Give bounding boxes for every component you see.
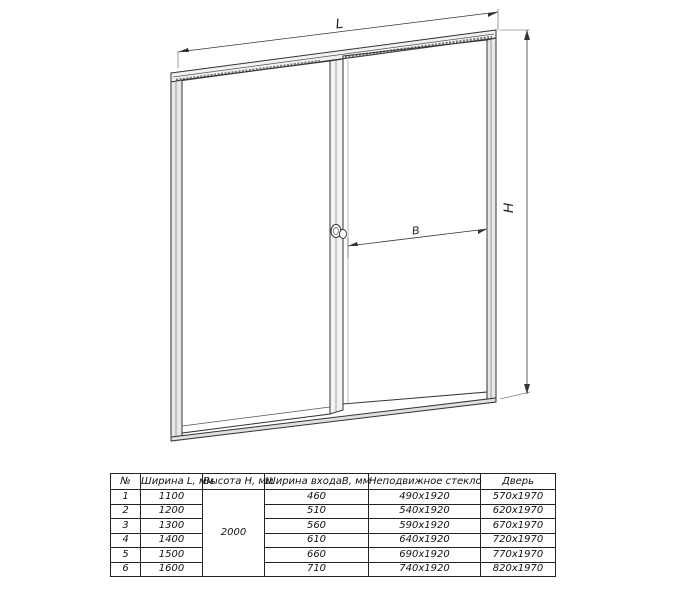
cell-fixed-glass: 490x1920	[369, 490, 481, 505]
cell-entrance: 560	[265, 519, 369, 534]
cell-width: 1600	[141, 562, 203, 577]
header-width: Ширина L, мм	[141, 474, 203, 490]
cell-fixed-glass: 640x1920	[369, 533, 481, 548]
cell-entrance: 460	[265, 490, 369, 505]
cell-fixed-glass: 740x1920	[369, 562, 481, 577]
cell-width: 1100	[141, 490, 203, 505]
header-height: Высота H, мм	[203, 474, 265, 490]
table-row	[111, 562, 556, 577]
cell-door: 820x1970	[481, 562, 556, 577]
table-row	[111, 533, 556, 548]
cell-number: 3	[111, 519, 141, 534]
header-entrance: Ширина входаB, мм	[265, 474, 369, 490]
cell-width: 1400	[141, 533, 203, 548]
dimension-b	[348, 225, 487, 258]
fixed-glass-panel	[343, 40, 487, 404]
cell-number: 2	[111, 504, 141, 519]
cell-width: 1200	[141, 504, 203, 519]
dimension-h-label: H	[500, 202, 516, 214]
cell-number: 4	[111, 533, 141, 548]
cell-door: 770x1970	[481, 548, 556, 563]
sliding-door-panel	[182, 59, 343, 433]
cell-door: 720x1970	[481, 533, 556, 548]
door-handle-icon	[331, 225, 347, 239]
cell-number: 1	[111, 490, 141, 505]
cell-entrance: 510	[265, 504, 369, 519]
table-row	[111, 490, 556, 505]
cell-entrance: 610	[265, 533, 369, 548]
cell-fixed-glass: 540x1920	[369, 504, 481, 519]
cell-door: 620x1970	[481, 504, 556, 519]
header-number: №	[111, 474, 141, 490]
cell-width: 1300	[141, 519, 203, 534]
cell-fixed-glass: 590x1920	[369, 519, 481, 534]
left-wall-profile	[171, 80, 182, 437]
dimension-b-label: B	[411, 224, 421, 238]
cell-door: 670x1970	[481, 519, 556, 534]
table-row	[111, 504, 556, 519]
table-header-row	[111, 474, 556, 490]
cell-entrance: 660	[265, 548, 369, 563]
cell-number: 5	[111, 548, 141, 563]
table-row	[111, 548, 556, 563]
header-fixed-glass: Неподвижное стекло	[369, 474, 481, 490]
spec-table	[110, 473, 556, 577]
cell-height: 2000	[203, 490, 265, 577]
dimension-l-label: L	[334, 14, 345, 32]
cell-width: 1500	[141, 548, 203, 563]
dimension-h	[500, 30, 530, 399]
cell-fixed-glass: 690x1920	[369, 548, 481, 563]
right-wall-profile	[487, 38, 496, 400]
table-row	[111, 519, 556, 534]
cell-door: 570x1970	[481, 490, 556, 505]
cell-entrance: 710	[265, 562, 369, 577]
header-door: Дверь	[481, 474, 556, 490]
cell-number: 6	[111, 562, 141, 577]
